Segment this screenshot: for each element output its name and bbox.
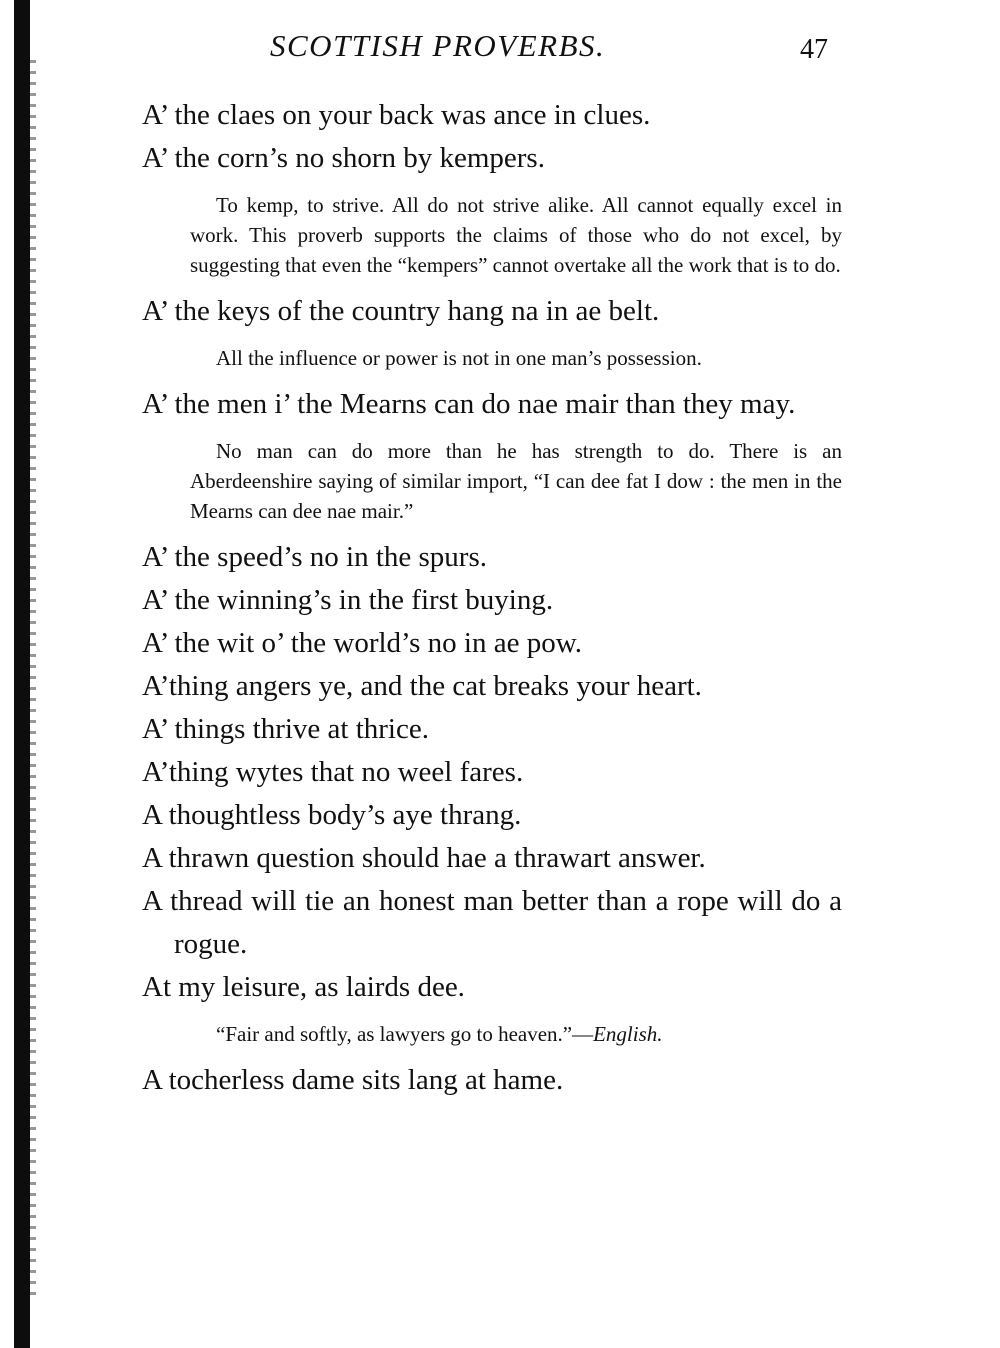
proverb: A’thing wytes that no weel fares.: [142, 756, 524, 788]
proverb: A’ the keys of the country hang na in ae belt.: [142, 295, 660, 327]
proverb: A’thing angers ye, and the cat breaks your heart.: [142, 670, 702, 702]
binding-edge-texture: [30, 60, 36, 1300]
proverb-note: No man can do more than he has strength to do. There is an Aberdeenshire saying of similar import, “I can dee fat I dow : the men in the Mearns can dee nae mair.”: [190, 439, 842, 523]
running-title: SCOTTISH PROVERBS.: [270, 28, 606, 63]
proverb: A tocherless dame sits lang at hame.: [142, 1064, 564, 1096]
proverb: A’ the men i’ the Mearns can do nae mair than they may.: [142, 388, 796, 420]
page-number: 47: [800, 34, 828, 65]
proverb: A’ the wit o’ the world’s no in ae pow.: [142, 627, 583, 659]
proverb: A thread will tie an honest man better than a rope will do a rogue.: [142, 885, 842, 960]
proverb: A’ things thrive at thrice.: [142, 713, 429, 745]
page-body: [142, 94, 842, 1102]
proverb: A’ the winning’s in the first buying.: [142, 584, 554, 616]
proverb: A’ the corn’s no shorn by kempers.: [142, 142, 545, 174]
proverb-note: All the influence or power is not in one man’s possession.: [216, 346, 702, 370]
book-binding-shadow: [14, 0, 30, 1348]
proverb-note-source: English.: [593, 1022, 663, 1046]
proverb-note-text: “Fair and softly, as lawyers go to heaven.”—: [216, 1022, 594, 1046]
proverb: A’ the speed’s no in the spurs.: [142, 541, 487, 573]
proverb-note: To kemp, to strive. All do not strive alike. All cannot equally excel in work. This proverb supports the claims of those who do not excel, by suggesting that even the “kempers” cannot overtake all the work that is to do.: [190, 193, 842, 277]
proverb: At my leisure, as lairds dee.: [142, 971, 465, 1003]
proverb-note: [190, 1019, 842, 1049]
proverb: A thrawn question should hae a thrawart answer.: [142, 842, 706, 874]
proverb: A’ the claes on your back was ance in clues.: [142, 99, 651, 131]
proverb: A thoughtless body’s aye thrang.: [142, 799, 522, 831]
